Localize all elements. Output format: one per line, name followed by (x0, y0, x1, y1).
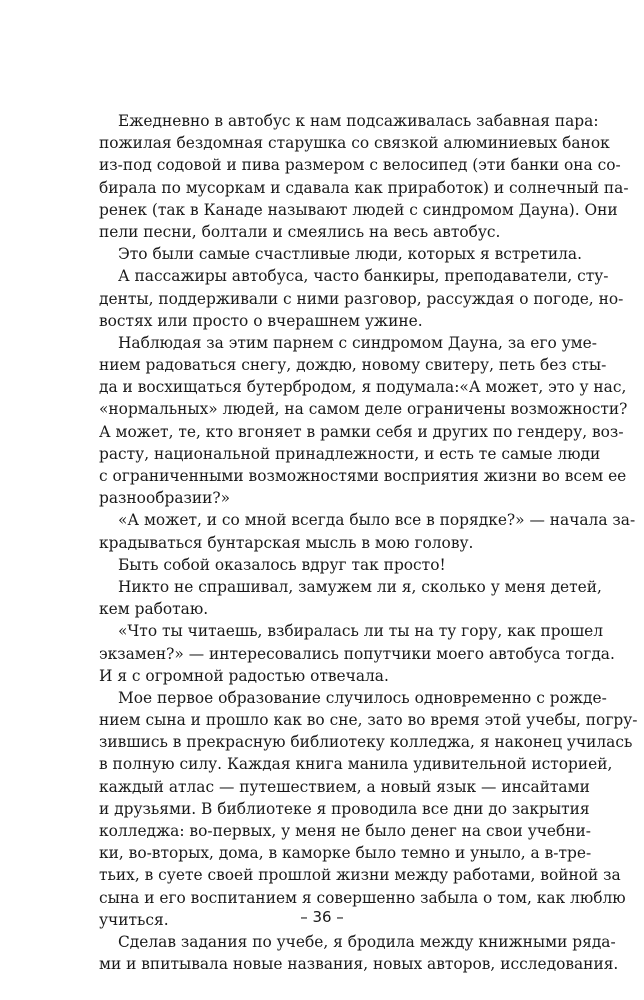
text-line: тьих, в суете своей прошлой жизни между работами, войной за (99, 866, 621, 885)
text-line: сына и его воспитанием я совершенно забыла о том, как люблю (99, 888, 626, 907)
text-line: «нормальных» людей, на самом деле ограничены возможности? (99, 400, 628, 419)
text-line: пели песни, болтали и смеялись на весь автобус. (99, 222, 501, 241)
text-line: пожилая бездомная старушка со связкой алюминиевых банок (99, 134, 610, 153)
text-line: А пассажиры автобуса, часто банкиры, преподаватели, сту- (118, 267, 609, 286)
text-line: Это были самые счастливые люди, которых я встретила. (118, 245, 582, 264)
text-line: Быть собой оказалось вдруг так просто! (118, 555, 446, 574)
text-line: востях или просто о вчерашнем ужине. (99, 311, 423, 330)
text-line: экзамен?» — интересовались попутчики моего автобуса тогда. (99, 644, 615, 663)
page-number: – 36 – (300, 908, 344, 926)
text-line: Никто не спрашивал, замужем ли я, сколько у меня детей, (118, 577, 602, 596)
text-line: кем работаю. (99, 600, 209, 619)
text-line: каждый атлас — путешествием, а новый язык — инсайтами (99, 777, 590, 796)
text-line: колледжа: во-первых, у меня не было денег на свои учебни- (99, 822, 592, 840)
text-line: ренек (так в Канаде называют людей с синдромом Дауна). Они (99, 200, 618, 219)
text-line: «А может, и со мной всегда было все в порядке?» — начала за- (118, 511, 636, 530)
text-line: в полную силу. Каждая книга манила удивительной историей, (99, 755, 613, 774)
text-line: разнообразии?» (99, 489, 231, 508)
body-text (99, 110, 638, 975)
text-line: Наблюдая за этим парнем с синдромом Дауна, за его уме- (118, 333, 597, 352)
text-line: крадываться бунтарская мысль в мою голову. (99, 533, 474, 552)
text-line: Сделав задания по учебе, я бродила между книжными ряда- (118, 932, 616, 951)
text-line: учиться. (99, 910, 169, 929)
text-line: бирала по мусоркам и сдавала как приработок) и солнечный па- (99, 178, 629, 197)
text-line: зившись в прекрасную библиотеку колледжа, я наконец училась (99, 733, 633, 752)
text-line: денты, поддерживали с ними разговор, рассуждая о погоде, но- (99, 289, 624, 308)
text-line: «Что ты читаешь, взбиралась ли ты на ту гору, как прошел (118, 622, 604, 641)
text-line: из-под содовой и пива размером с велосипед (эти банки она со- (99, 156, 621, 175)
text-line: нием радоваться снегу, дождю, новому свитеру, петь без сты- (99, 356, 607, 375)
text-line: да и восхищаться бутербродом, я подумала:«А может, это у нас, (99, 378, 627, 397)
text-line: расту, национальной принадлежности, и есть те самые люди (99, 444, 601, 463)
text-line: с ограниченными возможностями восприятия жизни во всем ее (99, 467, 627, 485)
text-line: А может, те, кто вгоняет в рамки себя и других по гендеру, воз- (99, 422, 624, 441)
text-line: Ежедневно в автобус к нам подсаживалась забавная пара: (118, 112, 599, 130)
text-line: нием сына и прошло как во сне, зато во время этой учебы, погру- (99, 711, 638, 730)
text-line: И я с огромной радостью отвечала. (99, 666, 389, 685)
text-line: ми и впитывала новые названия, новых авторов, исследования. (99, 955, 619, 974)
text-line: Мое первое образование случилось одновременно с рожде- (118, 688, 607, 707)
text-line: ки, во-вторых, дома, в каморке было темно и уныло, а в-тре- (99, 844, 592, 863)
text-line: и друзьями. В библиотеке я проводила все дни до закрытия (99, 799, 590, 818)
